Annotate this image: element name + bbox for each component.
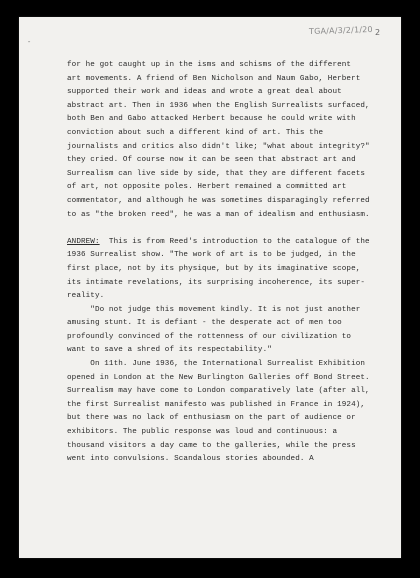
page-number: 2 <box>375 28 381 37</box>
text-line: opened in London at the New Burlington Galleries off Bond Street. <box>67 373 370 382</box>
text-line: This is from Reed's introduction to the catalogue of the <box>99 237 370 246</box>
text-line: reality. <box>67 292 105 301</box>
text-line: for he got caught up in the isms and schisms of the different <box>67 61 352 69</box>
document-page <box>19 17 401 558</box>
margin-mark: - <box>27 39 32 47</box>
text-line: exhibitors. The public response was loud and continuous: a <box>67 428 338 437</box>
text-line: abstract art. Then in 1936 when the English Surrealists surfaced, <box>67 101 370 110</box>
text-line: both Ben and Gabo attacked Herbert because he could write with <box>67 115 356 124</box>
typescript-body <box>67 59 387 467</box>
text-line: to as "the broken reed", he was a man of idealism and enthusiasm. <box>67 210 370 219</box>
text-line: commentator, and although he was sometimes disparagingly referred <box>67 196 370 205</box>
text-line: Surrealism can live side by side, that they are different facets <box>67 169 366 178</box>
text-line: supported their work and ideas and wrote a great deal about <box>67 88 342 97</box>
text-line: the first Surrealist manifesto was published in France in 1924), <box>67 400 366 409</box>
text-line: "Do not judge this movement kindly. It is not just another <box>67 305 361 314</box>
text-line: want to save a shred of its respectability." <box>67 346 272 355</box>
text-line: On 11th. June 1936, the International Surrealist Exhibition <box>67 360 366 369</box>
text-line: thousand visitors a day came to the galleries, while the press <box>67 441 356 450</box>
text-line: profoundly convinced of the rottenness of our civilization to <box>67 332 352 341</box>
text-line: went into convulsions. Scandalous stories abounded. A <box>67 455 314 464</box>
text-line: of art, not opposite poles. Herbert remained a committed art <box>67 183 347 192</box>
speaker-name: ANDREW: <box>67 237 100 246</box>
text-line: journalists and critics also didn't like; "what about integrity?" <box>67 142 370 151</box>
text-line: but there was no lack of enthusiasm on the part of audience or <box>67 414 356 423</box>
text-line: amusing stunt. It is defiant - the desperate act of men too <box>67 319 342 328</box>
text-line: they cried. Of course now it can be seen that abstract art and <box>67 156 356 165</box>
text-line: 1936 Surrealist show. "The work of art is to be judged, in the <box>67 251 356 260</box>
text-line: first place, not by its physique, but by its imaginative scope, <box>67 264 361 273</box>
paragraph-gap <box>67 222 387 236</box>
text-line: conviction about such a different kind of art. This the <box>67 128 324 137</box>
text-line: Surrealism may have come to London comparatively late (after all, <box>67 387 370 396</box>
text-line: its intimate revelations, its surprising incoherence, its super- <box>67 278 366 287</box>
archive-reference: TGA/A/3/2/1/20 <box>308 24 373 37</box>
text-line: art movements. A friend of Ben Nicholson and Naum Gabo, Herbert <box>67 74 361 83</box>
speaker-line <box>67 236 387 250</box>
